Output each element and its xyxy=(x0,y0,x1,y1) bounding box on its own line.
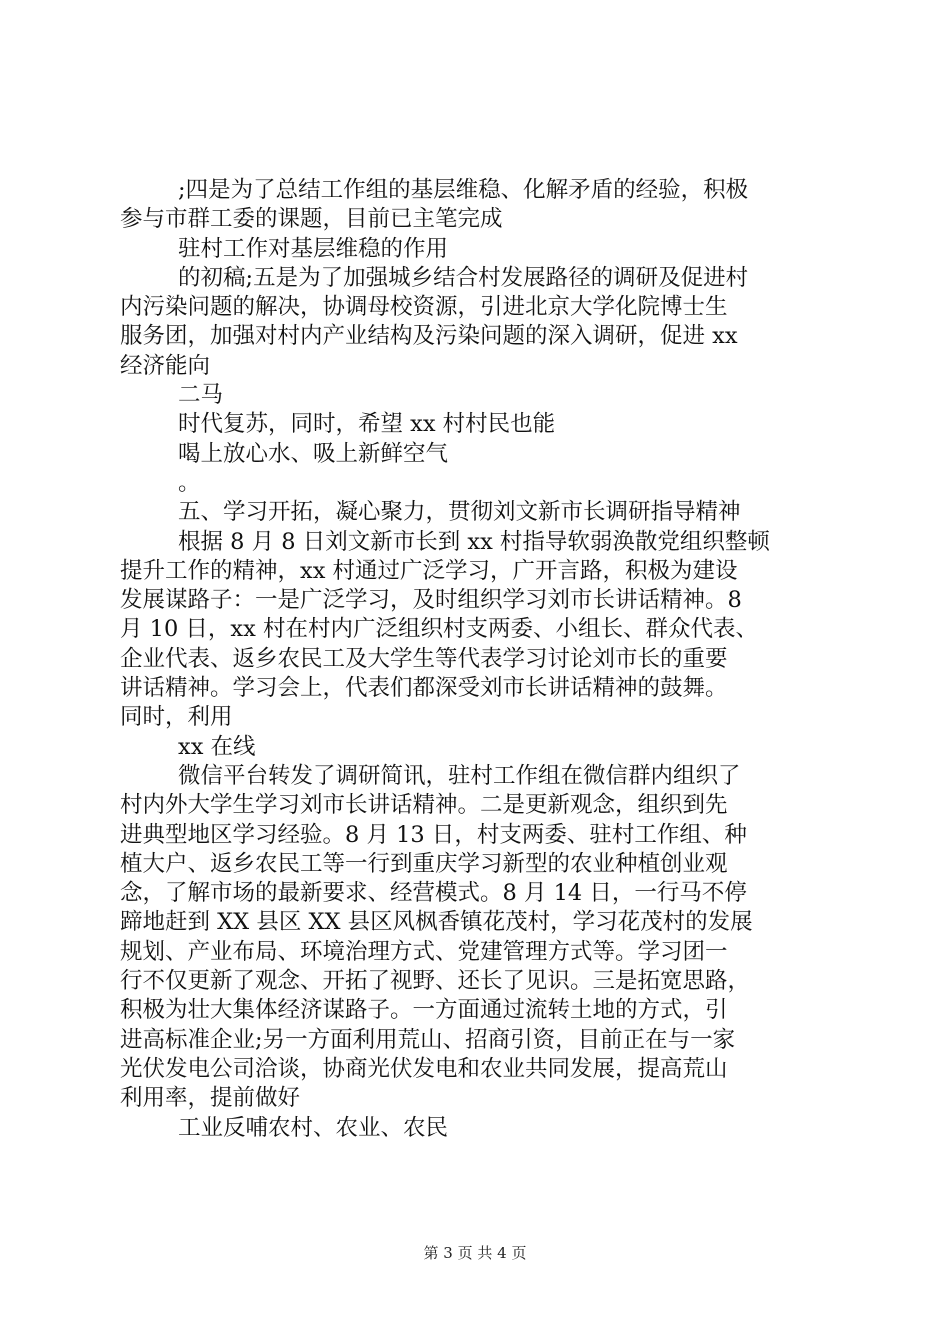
text-line: 光伏发电公司洽谈，协商光伏发电和农业共同发展，提高荒山 xyxy=(120,1055,728,1082)
text-line: 服务团，加强对村内产业结构及污染问题的深入调研，促进 xx xyxy=(120,323,738,350)
text-line: 五、学习开拓，凝心聚力，贯彻刘文新市长调研指导精神 xyxy=(178,499,741,526)
text-line: 提升工作的精神，xx 村通过广泛学习，广开言路，积极为建设 xyxy=(120,557,738,584)
document-body xyxy=(120,176,840,1143)
text-line: 时代复苏，同时，希望 xx 村村民也能 xyxy=(178,411,556,438)
text-line: 。 xyxy=(178,469,201,496)
text-line: 村内外大学生学习刘市长讲话精神。二是更新观念，组织到先 xyxy=(120,792,728,819)
text-line: 内污染问题的解决，协调母校资源，引进北京大学化院博士生 xyxy=(120,294,728,321)
text-line: ;四是为了总结工作组的基层维稳、化解矛盾的经验，积极 xyxy=(178,177,749,203)
text-line: 参与市群工委的课题，目前已主笔完成 xyxy=(120,206,503,233)
text-line: 念，了解市场的最新要求、经营模式。8 月 14 日，一行马不停 xyxy=(120,880,747,907)
text-line: 经济能向 xyxy=(120,352,211,379)
text-line: 根据 8 月 8 日刘文新市长到 xx 村指导软弱涣散党组织整顿 xyxy=(178,528,770,555)
text-line: xx 在线 xyxy=(178,733,256,760)
text-line: 驻村工作对基层维稳的作用 xyxy=(178,235,449,262)
text-line: 植大户、返乡农民工等一行到重庆学习新型的农业种植创业观 xyxy=(120,850,728,877)
text-line: 同时，利用 xyxy=(120,704,233,731)
text-line: 微信平台转发了调研简讯，驻村工作组在微信群内组织了 xyxy=(178,762,741,789)
text-line: 规划、产业布局、环境治理方式、党建管理方式等。学习团一 xyxy=(120,938,728,965)
text-line: 利用率，提前做好 xyxy=(120,1085,301,1112)
text-line: 发展谋路子：一是广泛学习，及时组织学习刘市长讲话精神。8 xyxy=(120,587,742,614)
text-line: 二马 xyxy=(178,382,224,409)
text-line: 企业代表、返乡农民工及大学生等代表学习讨论刘市长的重要 xyxy=(120,645,728,672)
text-line: 讲话精神。学习会上，代表们都深受刘市长讲话精神的鼓舞。 xyxy=(120,675,728,702)
text-line: 工业反哺农村、农业、农民 xyxy=(178,1114,449,1141)
text-line: 蹄地赶到 XX 县区 XX 县区风枫香镇花茂村，学习花茂村的发展 xyxy=(120,909,753,936)
page-footer: 第 3 页 共 4 页 xyxy=(423,1244,527,1262)
text-line: 喝上放心水、吸上新鲜空气 xyxy=(178,440,449,467)
text-line: 的初稿;五是为了加强城乡结合村发展路径的调研及促进村 xyxy=(178,264,749,291)
text-line: 行不仅更新了观念、开拓了视野、还长了见识。三是拓宽思路， xyxy=(120,968,751,995)
text-line: 进典型地区学习经验。8 月 13 日，村支两委、驻村工作组、种 xyxy=(120,821,747,848)
text-line: 进高标准企业;另一方面利用荒山、招商引资，目前正在与一家 xyxy=(120,1026,736,1053)
text-line: 月 10 日，xx 村在村内广泛组织村支两委、小组长、群众代表、 xyxy=(120,616,758,643)
text-line: 积极为壮大集体经济谋路子。一方面通过流转土地的方式，引 xyxy=(120,997,728,1024)
